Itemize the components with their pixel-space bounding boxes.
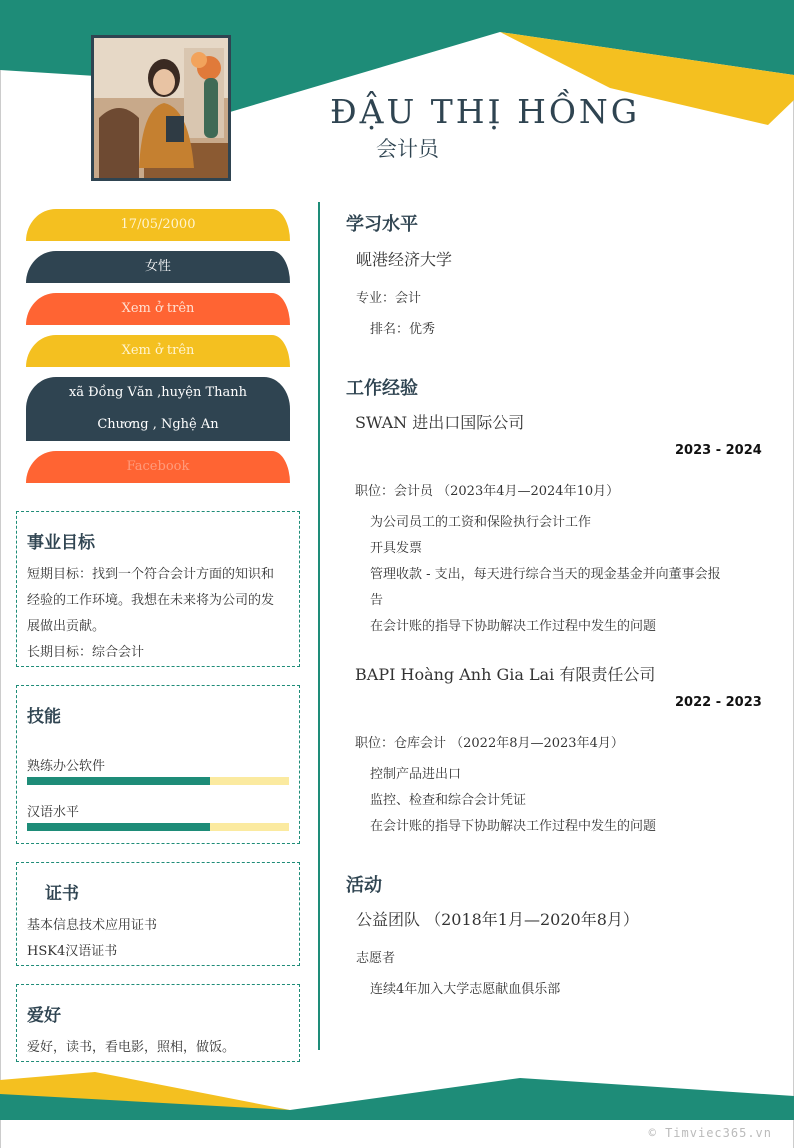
skill-bar-fill [27,777,210,785]
skill-bar [27,777,289,785]
job-years: 2023 - 2024 [675,443,762,458]
objective-line: 短期目标：找到一个符合会计方面的知识和 [27,567,275,582]
job-duty: 告 [370,593,384,608]
skills-title: 技能 [27,707,61,727]
hobbies-section [16,984,300,1062]
certificate-item: 基本信息技术应用证书 [27,918,158,933]
facebook-link[interactable]: Facebook [126,459,190,474]
skill-name: 熟练办公软件 [27,759,106,774]
activity-role: 志愿者 [356,951,396,966]
address-line2: Chương , Nghệ An [97,417,219,432]
gender-text: 女性 [144,259,171,274]
school-name: 岘港经济大学 [356,250,453,269]
birthday-pill [26,209,290,241]
activities-title: 活动 [346,875,382,896]
job-duty: 为公司员工的工资和保险执行会计工作 [370,515,592,530]
skill-bar [27,823,289,831]
education-major: 专业：会计 [356,291,422,306]
skill-bar-fill [27,823,210,831]
address-line1: xã Đồng Văn ,huyện Thanh [68,385,248,400]
job-duty: 管理收款 - 支出，每天进行综合当天的现金基金并向董事会报 [370,567,721,582]
job-title: 会计员 [376,137,439,161]
activity-detail: 连续4年加入大学志愿献血俱乐部 [370,982,561,997]
education-rank: 排名：优秀 [370,322,436,337]
job-position: 职位：会计员 （2023年4月—2024年10月） [355,484,620,499]
certificates-list [27,913,293,965]
phone-text: Xem ở trên [121,301,195,316]
job-position: 职位：仓库会计 （2022年8月—2023年4月） [355,736,624,751]
education-title: 学习水平 [346,214,418,235]
job-duty: 监控、检查和综合会计凭证 [370,793,527,808]
job-duty: 控制产品进出口 [370,767,462,782]
job-duty: 开具发票 [370,541,423,556]
footer-credit: © Timviec365.vn [648,1126,772,1140]
activity-org: 公益团队 （2018年1月—2020年8月） [356,910,639,929]
certificates-title: 证书 [45,884,79,904]
job-years: 2022 - 2023 [675,695,762,710]
job-duty: 在会计账的指导下协助解决工作过程中发生的问题 [370,819,657,834]
birthday-text: 17/05/2000 [120,217,196,232]
phone-pill [26,293,290,325]
hobbies-title: 爱好 [27,1006,61,1026]
objective-line: 长期目标：综合会计 [27,645,145,660]
email-text: Xem ở trên [121,343,195,358]
certificates-section [16,862,300,966]
objective-line: 经验的工作环境。我想在未来将为公司的发 [27,593,275,608]
objective-section [16,511,300,667]
objective-text [27,562,293,666]
facebook-pill[interactable] [26,451,290,483]
job-duty: 在会计账的指导下协助解决工作过程中发生的问题 [370,619,657,634]
objective-line: 展做出贡献。 [27,619,106,634]
objective-title: 事业目标 [27,533,95,553]
column-divider [318,202,320,1050]
hobbies-text: 爱好，读书，看电影，照相，做饭。 [27,1040,236,1055]
address-pill [26,377,290,441]
profile-photo [91,35,231,181]
email-pill [26,335,290,367]
candidate-name: ĐẬU THỊ HỒNG [330,92,641,131]
work-title: 工作经验 [346,378,418,399]
gender-pill [26,251,290,283]
company-name: BAPI Hoàng Anh Gia Lai 有限责任公司 [355,665,656,684]
skill-name: 汉语水平 [27,805,80,820]
certificate-item: HSK4汉语证书 [27,944,118,959]
company-name: SWAN 进出口国际公司 [355,413,525,432]
